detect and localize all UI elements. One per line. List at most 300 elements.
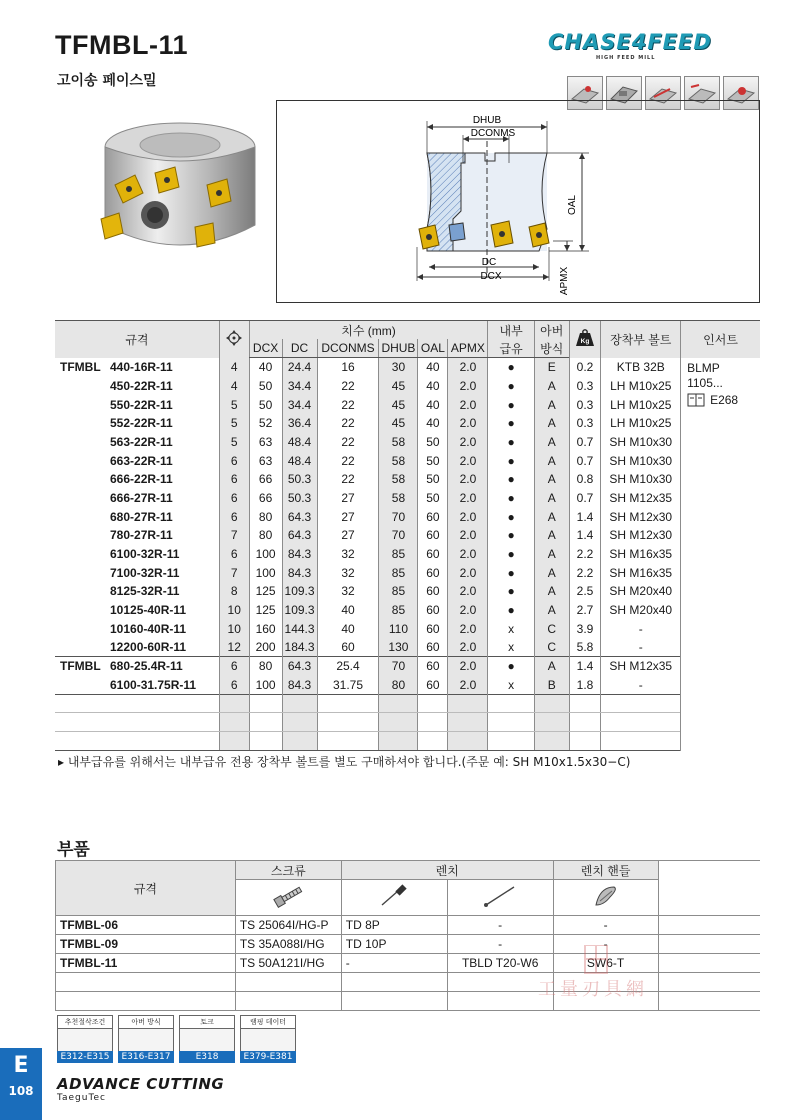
spec-code: [55, 732, 219, 751]
spec-code: [55, 526, 219, 545]
cell-cool: x: [488, 620, 534, 639]
cell-z: 4: [219, 358, 249, 377]
cell-dcx: 80: [249, 526, 282, 545]
cell-bolt: SH M20x40: [601, 582, 681, 601]
cell-apmx: 2.0: [448, 676, 488, 695]
brand-tagline: HIGH FEED MILL: [596, 55, 656, 61]
cell-cool: [488, 732, 534, 751]
parts-cell-w1: -: [341, 954, 447, 973]
spec-model: 12200-60R-11: [110, 640, 187, 655]
cell-oal: 40: [418, 414, 448, 433]
cell-apmx: 2.0: [448, 657, 488, 676]
cell-dhub: 70: [379, 526, 418, 545]
ref-torque[interactable]: [179, 1015, 235, 1063]
cell-oal: [418, 713, 448, 732]
cell-dhub: 30: [379, 358, 418, 377]
cell-dcx: 66: [249, 470, 282, 489]
cell-dcx: 125: [249, 582, 282, 601]
cell-dcx: 80: [249, 657, 282, 676]
cell-z: 5: [219, 414, 249, 433]
cell-oal: 60: [418, 676, 448, 695]
cell-dcx: 125: [249, 601, 282, 620]
cell-dc: 34.4: [282, 377, 317, 396]
spec-row: [55, 507, 760, 526]
spec-row: [55, 638, 760, 657]
ref-ramping-data[interactable]: [240, 1015, 296, 1063]
cell-arbor: A: [534, 657, 569, 676]
technical-drawing: [276, 100, 760, 303]
parts-cell-screw: TS 35A088I/HG: [235, 935, 341, 954]
spec-code: [55, 676, 219, 695]
parts-cell-w1: TD 10P: [341, 935, 447, 954]
parts-cell-w2: TBLD T20-W6: [447, 954, 553, 973]
cell-dhub: 130: [379, 638, 418, 657]
spec-model: 7100-32R-11: [110, 565, 180, 580]
cell-dcx: 100: [249, 563, 282, 582]
parts-title: 부품: [57, 840, 90, 860]
cell-dc: 36.4: [282, 414, 317, 433]
cell-dhub: 70: [379, 657, 418, 676]
spec-code: [55, 451, 219, 470]
dim-dc-label: DC: [481, 257, 497, 268]
col-spec: 규격: [55, 321, 219, 358]
cell-arbor: B: [534, 676, 569, 695]
cell-arbor: [534, 694, 569, 713]
cell-dconms: 40: [317, 601, 379, 620]
cell-bolt: [601, 713, 681, 732]
cell-dc: 24.4: [282, 358, 317, 377]
spec-row: [55, 433, 760, 452]
handle-image: [553, 880, 658, 916]
cell-dconms: 22: [317, 433, 379, 452]
cell-dhub: 85: [379, 601, 418, 620]
torx-blade-icon: [480, 883, 520, 909]
cell-bolt: -: [601, 676, 681, 695]
cell-bolt: SH M10x30: [601, 470, 681, 489]
screw-image: [235, 880, 341, 916]
cell-kg: 3.9: [569, 620, 601, 639]
cell-apmx: 2.0: [448, 507, 488, 526]
ref-label: 램핑 데이터: [240, 1015, 296, 1029]
spec-model: 563-22R-11: [110, 434, 173, 449]
cell-z: 10: [219, 620, 249, 639]
spec-row: [55, 582, 760, 601]
cell-apmx: 2.0: [448, 451, 488, 470]
spec-code: [55, 489, 219, 508]
cell-dc: 64.3: [282, 507, 317, 526]
book-ref-icon: [687, 393, 707, 407]
cell-arbor: A: [534, 526, 569, 545]
cell-z: 8: [219, 582, 249, 601]
cell-arbor: A: [534, 433, 569, 452]
cell-apmx: 2.0: [448, 358, 488, 377]
cell-kg: 5.8: [569, 638, 601, 657]
cell-bolt: -: [601, 638, 681, 657]
conditions-icon: [57, 1029, 113, 1051]
cell-kg: 0.3: [569, 414, 601, 433]
spec-model: 552-22R-11: [110, 416, 173, 431]
cell-arbor: A: [534, 377, 569, 396]
cell-dconms: 27: [317, 507, 379, 526]
screw-icon: [268, 883, 308, 909]
cell-dconms: [317, 713, 379, 732]
spec-code: [55, 657, 219, 676]
parts-cell-handle: SW6-T: [553, 954, 658, 973]
dim-oal-label: OAL: [567, 194, 578, 216]
col-weight: [569, 321, 601, 358]
insert-cell: [681, 358, 760, 750]
parts-row: [56, 916, 761, 935]
cell-bolt: SH M10x30: [601, 433, 681, 452]
cell-oal: 60: [418, 563, 448, 582]
cell-z: 12: [219, 638, 249, 657]
spec-row: [55, 377, 760, 396]
spec-table: [55, 320, 760, 751]
cell-kg: 1.4: [569, 657, 601, 676]
spec-row: [55, 414, 760, 433]
cell-z: 6: [219, 451, 249, 470]
cell-dconms: 40: [317, 620, 379, 639]
parts-cell-w2: -: [447, 935, 553, 954]
parts-col-empty: [658, 861, 760, 916]
cell-z: 6: [219, 657, 249, 676]
col-teeth: [219, 321, 249, 358]
spec-row: [55, 563, 760, 582]
cell-kg: 2.5: [569, 582, 601, 601]
spec-model: 450-22R-11: [110, 378, 173, 393]
cell-oal: 60: [418, 657, 448, 676]
cell-dhub: 85: [379, 545, 418, 564]
ref-page: E379-E381: [240, 1051, 296, 1063]
cell-dcx: 63: [249, 451, 282, 470]
cell-dconms: 31.75: [317, 676, 379, 695]
spec-model: 10160-40R-11: [110, 621, 187, 636]
col-dcx: DCX: [249, 339, 282, 358]
cell-z: 10: [219, 601, 249, 620]
cell-bolt: SH M12x35: [601, 489, 681, 508]
cell-oal: 60: [418, 638, 448, 657]
cell-kg: 0.8: [569, 470, 601, 489]
cell-kg: 2.7: [569, 601, 601, 620]
cell-bolt: SH M12x30: [601, 507, 681, 526]
cell-oal: 40: [418, 358, 448, 377]
cell-oal: [418, 694, 448, 713]
cell-cool: x: [488, 638, 534, 657]
cell-oal: 60: [418, 507, 448, 526]
cell-kg: 1.8: [569, 676, 601, 695]
cell-kg: 0.3: [569, 395, 601, 414]
spec-code: [55, 377, 219, 396]
cell-oal: 50: [418, 433, 448, 452]
cell-kg: 0.7: [569, 489, 601, 508]
cell-dconms: 25.4: [317, 657, 379, 676]
cell-dc: 48.4: [282, 433, 317, 452]
cell-z: 6: [219, 545, 249, 564]
parts-cell-screw: TS 25064I/HG-P: [235, 916, 341, 935]
cell-arbor: A: [534, 414, 569, 433]
cell-oal: 60: [418, 601, 448, 620]
cell-apmx: [448, 694, 488, 713]
cell-dc: 109.3: [282, 601, 317, 620]
reference-boxes: [57, 1015, 296, 1063]
cell-oal: 50: [418, 489, 448, 508]
insert-ref-page: E268: [710, 392, 739, 407]
cell-oal: 40: [418, 377, 448, 396]
cell-cool: ●: [488, 377, 534, 396]
cell-dhub: 80: [379, 676, 418, 695]
section-letter: E: [13, 1053, 29, 1078]
cell-bolt: SH M12x35: [601, 657, 681, 676]
cell-arbor: A: [534, 601, 569, 620]
cell-dhub: 70: [379, 507, 418, 526]
cell-dhub: [379, 694, 418, 713]
spec-model: 10125-40R-11: [110, 603, 187, 618]
cell-dhub: 58: [379, 451, 418, 470]
cell-dconms: 22: [317, 377, 379, 396]
parts-col-spec: 규격: [56, 861, 236, 916]
cell-cool: ●: [488, 601, 534, 620]
cell-bolt: SH M16x35: [601, 545, 681, 564]
spec-model: 550-22R-11: [110, 397, 173, 412]
insert-ref[interactable]: [687, 393, 758, 408]
cell-oal: 50: [418, 470, 448, 489]
cell-kg: [569, 713, 601, 732]
cell-dconms: 22: [317, 395, 379, 414]
cell-bolt: SH M12x30: [601, 526, 681, 545]
cell-apmx: 2.0: [448, 582, 488, 601]
spec-row: [55, 601, 760, 620]
parts-cell: [56, 992, 236, 1011]
cell-z: 7: [219, 526, 249, 545]
parts-cell-handle: -: [553, 935, 658, 954]
ref-cutting-conditions[interactable]: [57, 1015, 113, 1063]
cell-kg: 1.4: [569, 507, 601, 526]
cell-bolt: LH M10x25: [601, 377, 681, 396]
page-number: 108: [8, 1084, 34, 1098]
spec-model: 663-22R-11: [110, 453, 173, 468]
parts-col-screw: 스크류: [235, 861, 341, 880]
cell-apmx: [448, 732, 488, 751]
cell-bolt: KTB 32B: [601, 358, 681, 377]
cell-kg: [569, 694, 601, 713]
cell-z: 6: [219, 489, 249, 508]
col-insert: 인서트: [681, 321, 760, 358]
spec-row-empty: [55, 732, 760, 751]
cell-arbor: A: [534, 451, 569, 470]
col-apmx: APMX: [448, 339, 488, 358]
cell-dcx: 52: [249, 414, 282, 433]
cell-kg: 0.3: [569, 377, 601, 396]
cell-cool: ●: [488, 470, 534, 489]
cell-dc: 109.3: [282, 582, 317, 601]
cell-z: 6: [219, 676, 249, 695]
cell-dc: 64.3: [282, 657, 317, 676]
cell-kg: 0.7: [569, 451, 601, 470]
spec-row: [55, 545, 760, 564]
cell-dc: 34.4: [282, 395, 317, 414]
col-arbor-1: 아버: [534, 321, 569, 340]
cell-arbor: A: [534, 395, 569, 414]
dim-dhub-label: DHUB: [472, 115, 502, 126]
cell-oal: 60: [418, 582, 448, 601]
cell-arbor: E: [534, 358, 569, 377]
cell-arbor: [534, 732, 569, 751]
cell-oal: 50: [418, 451, 448, 470]
spec-model: 8125-32R-11: [110, 584, 180, 599]
cell-arbor: A: [534, 582, 569, 601]
cell-dconms: 32: [317, 563, 379, 582]
spec-code: [55, 395, 219, 414]
cell-dcx: 63: [249, 433, 282, 452]
cell-dc: [282, 713, 317, 732]
ref-page: E318: [179, 1051, 235, 1063]
spec-prefix: TFMBL: [60, 659, 101, 674]
cell-dcx: 100: [249, 545, 282, 564]
cell-bolt: LH M10x25: [601, 414, 681, 433]
parts-cell: [235, 973, 341, 992]
col-oal: OAL: [418, 339, 448, 358]
cell-apmx: 2.0: [448, 545, 488, 564]
cell-cool: ●: [488, 526, 534, 545]
spec-row: [55, 451, 760, 470]
spec-row: [55, 470, 760, 489]
cell-dc: 48.4: [282, 451, 317, 470]
spec-model: 440-16R-11: [110, 360, 173, 375]
cell-arbor: A: [534, 507, 569, 526]
wrench-image-1: [341, 880, 447, 916]
cell-dhub: 45: [379, 395, 418, 414]
cell-dhub: 58: [379, 470, 418, 489]
spec-row-empty: [55, 694, 760, 713]
cell-cool: [488, 713, 534, 732]
cell-apmx: 2.0: [448, 489, 488, 508]
cell-dconms: 60: [317, 638, 379, 657]
spec-code: [55, 563, 219, 582]
cell-dcx: [249, 732, 282, 751]
spec-model: 680-25.4R-11: [110, 659, 183, 674]
dim-dconms-label: DCONMS: [470, 128, 516, 139]
parts-cell-spec: TFMBL-11: [56, 954, 236, 973]
spec-code: [55, 433, 219, 452]
cell-dconms: 32: [317, 582, 379, 601]
spec-code: [55, 414, 219, 433]
cell-dc: 184.3: [282, 638, 317, 657]
cell-apmx: 2.0: [448, 470, 488, 489]
cell-bolt: [601, 732, 681, 751]
cell-arbor: C: [534, 638, 569, 657]
cell-cool: ●: [488, 395, 534, 414]
cell-kg: 1.4: [569, 526, 601, 545]
cell-apmx: 2.0: [448, 601, 488, 620]
parts-cell-w2: -: [447, 916, 553, 935]
cell-dconms: 22: [317, 451, 379, 470]
cell-cool: ●: [488, 489, 534, 508]
cell-cool: x: [488, 676, 534, 695]
cell-z: 5: [219, 433, 249, 452]
col-coolant-2: 급유: [488, 339, 534, 358]
dim-dcx-label: DCX: [480, 271, 502, 282]
parts-cell: [341, 992, 447, 1011]
parts-cell-empty: [658, 916, 760, 935]
cell-dcx: 80: [249, 507, 282, 526]
cell-dc: 84.3: [282, 545, 317, 564]
cell-arbor: A: [534, 489, 569, 508]
cell-kg: 2.2: [569, 545, 601, 564]
cell-dhub: 45: [379, 414, 418, 433]
cell-apmx: 2.0: [448, 638, 488, 657]
cell-apmx: 2.0: [448, 563, 488, 582]
cell-arbor: A: [534, 563, 569, 582]
spec-model: 666-22R-11: [110, 472, 173, 487]
torque-icon: [179, 1029, 235, 1051]
spec-row: [55, 358, 760, 377]
weight-icon-label: Kg: [580, 337, 590, 345]
cell-dconms: 32: [317, 545, 379, 564]
cell-oal: 60: [418, 526, 448, 545]
product-photo: [95, 115, 265, 265]
cell-apmx: 2.0: [448, 414, 488, 433]
cell-dcx: 66: [249, 489, 282, 508]
cell-dhub: [379, 732, 418, 751]
cell-dhub: 85: [379, 563, 418, 582]
cell-dcx: [249, 694, 282, 713]
cell-arbor: C: [534, 620, 569, 639]
weight-icon: [574, 329, 596, 347]
cell-dc: 50.3: [282, 470, 317, 489]
teeth-count-icon: [225, 329, 243, 347]
cell-dc: 144.3: [282, 620, 317, 639]
cell-bolt: -: [601, 620, 681, 639]
parts-cell: [56, 973, 236, 992]
cell-z: [219, 713, 249, 732]
footer-logo: ADVANCE CUTTING: [57, 1075, 225, 1093]
spec-model: 666-27R-11: [110, 491, 173, 506]
col-dhub: DHUB: [379, 339, 418, 358]
col-arbor-2: 방식: [534, 339, 569, 358]
cell-dc: 84.3: [282, 563, 317, 582]
spec-code: [55, 358, 219, 377]
cell-kg: 2.2: [569, 563, 601, 582]
ref-arbor-type[interactable]: [118, 1015, 174, 1063]
cell-dcx: 100: [249, 676, 282, 695]
page-subtitle: 고이송 페이스밀: [57, 73, 157, 89]
coolant-note: ▸ 내부급유를 위해서는 내부급유 전용 장착부 볼트를 별도 구매하셔야 합니다.(주문 예: SH M10x1.5x30−C): [58, 755, 631, 769]
cell-oal: [418, 732, 448, 751]
page-title: TFMBL-11: [55, 30, 189, 60]
wrench-handle-icon: [586, 883, 626, 909]
cell-dcx: 200: [249, 638, 282, 657]
cell-z: 6: [219, 507, 249, 526]
parts-cell-spec: TFMBL-06: [56, 916, 236, 935]
cell-z: 6: [219, 470, 249, 489]
spec-row: [55, 676, 760, 695]
cell-cool: [488, 694, 534, 713]
cell-dcx: [249, 713, 282, 732]
brand-name: CHASE4FEED: [548, 30, 712, 54]
cell-arbor: [534, 713, 569, 732]
screwdriver-icon: [374, 883, 414, 909]
cell-arbor: A: [534, 545, 569, 564]
spec-model: 780-27R-11: [110, 528, 173, 543]
spec-model: 6100-31.75R-11: [110, 677, 197, 692]
parts-col-handle: 렌치 핸들: [553, 861, 658, 880]
cell-apmx: [448, 713, 488, 732]
cell-apmx: 2.0: [448, 526, 488, 545]
cell-cool: ●: [488, 451, 534, 470]
cell-dconms: 22: [317, 470, 379, 489]
parts-col-wrench: 렌치: [341, 861, 553, 880]
wrench-image-2: [447, 880, 553, 916]
